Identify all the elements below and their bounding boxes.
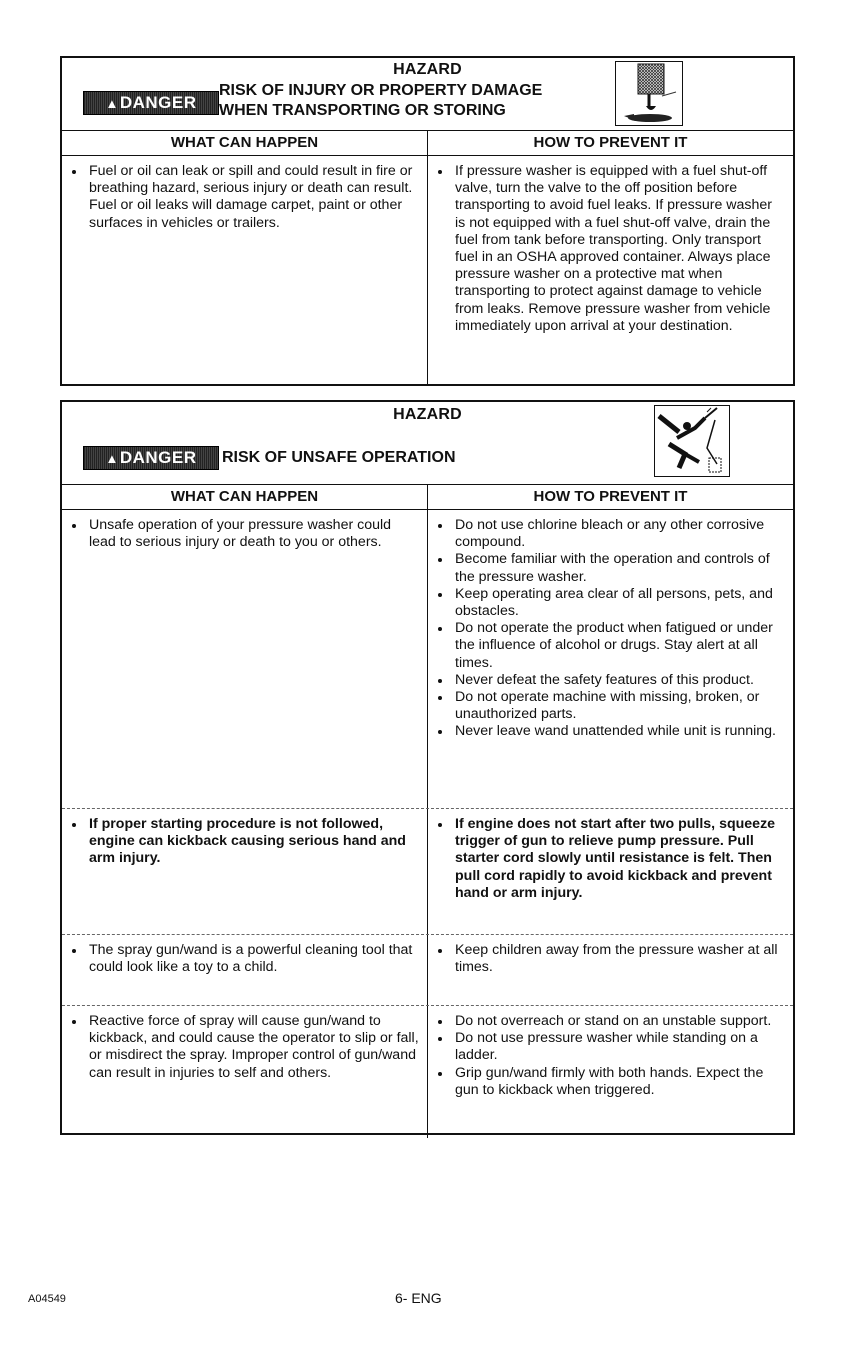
how-to-prevent-cell: [428, 935, 793, 1005]
page-number: 6- ENG: [395, 1290, 442, 1306]
column-headers: [62, 485, 793, 510]
how-to-prevent-header: HOW TO PREVENT IT: [533, 488, 688, 505]
table-row: [62, 934, 793, 1005]
column-headers: [62, 131, 793, 156]
list-item: • The spray gun/wand is a powerful cleaning tool that could look like a toy to a child.: [86, 942, 419, 976]
list-item: • Do not use chlorine bleach or any other corrosive compound.: [452, 517, 785, 551]
how-to-prevent-cell: [428, 510, 793, 808]
list-item: • Fuel or oil can leak or spill and could result in fire or breathing hazard, serious injury or death can result. Fuel or oil leaks will damage carpet, paint or other surfaces in vehicles or trailers.: [86, 163, 419, 232]
document-code: A04549: [28, 1293, 66, 1305]
list-item: • Never leave wand unattended while unit is running.: [452, 723, 785, 740]
list-item: • Keep operating area clear of all persons, pets, and obstacles.: [452, 586, 785, 620]
table-row: [62, 156, 793, 386]
how-to-prevent-header: HOW TO PREVENT IT: [533, 134, 688, 151]
how-to-prevent-cell: [428, 809, 793, 934]
fuel-spill-icon: [615, 61, 683, 126]
table-row: [62, 808, 793, 934]
list-item: • Do not operate the product when fatigued or under the influence of alcohol or drugs. Stay alert at all times.: [452, 620, 785, 672]
what-can-happen-header: WHAT CAN HAPPEN: [62, 131, 428, 155]
warning-triangle-icon: ▲: [105, 95, 119, 111]
hazard-box-unsafe-operation: [60, 400, 795, 1135]
list-item: • Do not operate machine with missing, broken, or unauthorized parts.: [452, 689, 785, 723]
risk-title: RISK OF UNSAFE OPERATION: [222, 449, 456, 466]
list-item: • Keep children away from the pressure washer at all times.: [452, 942, 785, 976]
what-can-happen-cell: [62, 156, 428, 386]
hazard-box-transport: [60, 56, 795, 386]
hazard-title: HAZARD: [393, 406, 462, 423]
list-item: • If proper starting procedure is not followed, engine can kickback causing serious hand and arm injury.: [86, 816, 419, 868]
what-can-happen-header: WHAT CAN HAPPEN: [62, 485, 428, 509]
what-can-happen-cell: [62, 809, 428, 934]
what-can-happen-cell: [62, 935, 428, 1005]
what-can-happen-cell: [62, 510, 428, 808]
list-item: • Never defeat the safety features of this product.: [452, 672, 785, 689]
list-item: • Unsafe operation of your pressure washer could lead to serious injury or death to you or others.: [86, 517, 419, 551]
hazard-header: [62, 58, 793, 131]
danger-label: ▲ DANGER: [83, 91, 219, 115]
hazard-title: HAZARD: [393, 61, 462, 78]
table-row: [62, 1005, 793, 1138]
list-item: • Reactive force of spray will cause gun/wand to kickback, and could cause the operator to slip or fall, or misdirect the spray. Improper control of gun/wand can result in injuries to self and others.: [86, 1013, 419, 1082]
danger-label: ▲ DANGER: [83, 446, 219, 470]
list-item: • If engine does not start after two pulls, squeeze trigger of gun to relieve pump pressure. Pull starter cord slowly until resistance is felt. Then pull cord rapidly to avoid kickback and prevent hand or arm injury.: [452, 816, 785, 902]
how-to-prevent-cell: [428, 156, 793, 386]
list-item: • Do not use pressure washer while standing on a ladder.: [452, 1030, 785, 1064]
list-item: • Become familiar with the operation and controls of the pressure washer.: [452, 551, 785, 585]
how-to-prevent-cell: [428, 1006, 793, 1138]
what-can-happen-cell: [62, 1006, 428, 1138]
list-item: • Grip gun/wand firmly with both hands. Expect the gun to kickback when triggered.: [452, 1065, 785, 1099]
warning-triangle-icon: ▲: [105, 450, 119, 466]
list-item: • Do not overreach or stand on an unstable support.: [452, 1013, 785, 1030]
risk-title: RISK OF INJURY OR PROPERTY DAMAGE WHEN TRANSPORTING OR STORING: [219, 82, 543, 119]
unsafe-operation-icon: [654, 405, 730, 477]
hazard-header: [62, 402, 793, 485]
list-item: • If pressure washer is equipped with a fuel shut-off valve, turn the valve to the off position before transporting to avoid fuel leaks. If pressure washer is not equipped with a fuel shut-off valve, drain the fuel from tank before transporting. Only transport fuel in an OSHA approved container. Always place pressure washer on a protective mat when transporting to protect against damage to vehicle from leaks. Remove pressure washer from vehicle immediately upon arrival at your destination.: [452, 163, 785, 335]
table-row: [62, 510, 793, 808]
